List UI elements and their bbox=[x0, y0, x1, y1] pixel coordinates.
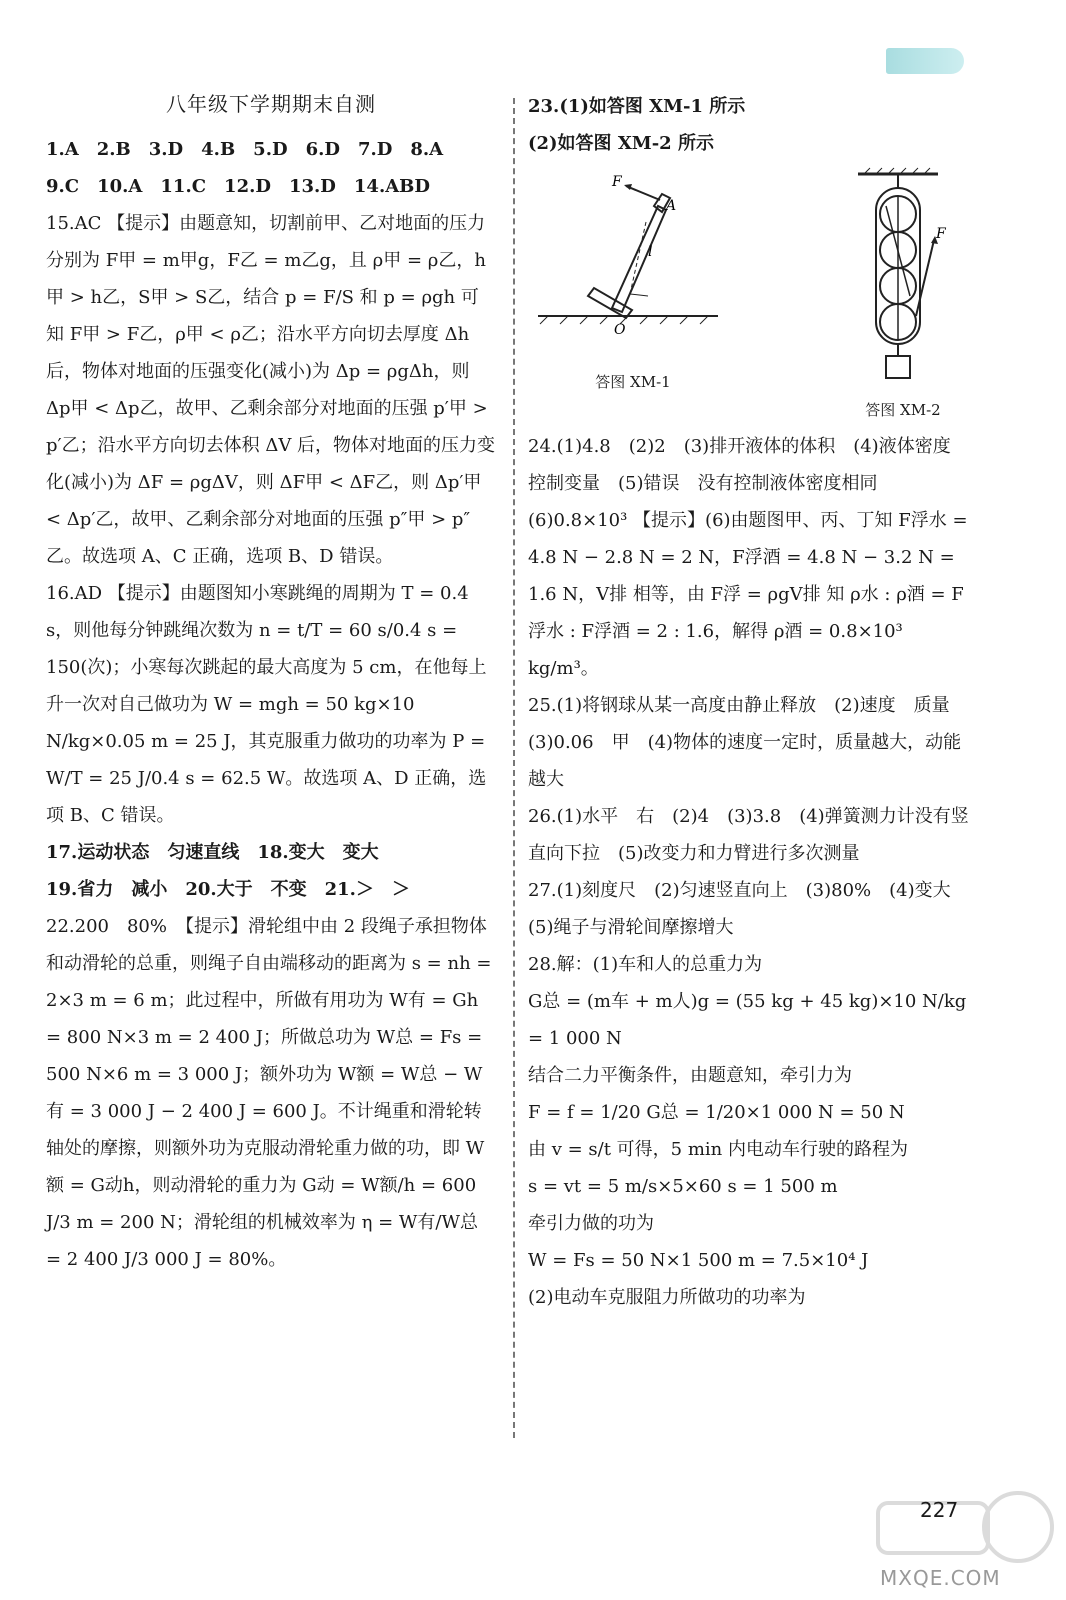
answer-28-work-intro: 牵引力做的功为 bbox=[528, 1213, 654, 1234]
lever-diagram-icon bbox=[528, 166, 738, 362]
answer-28-distance: s = vt = 5 m/s×5×60 s = 1 500 m bbox=[528, 1176, 838, 1197]
answer-23-2: (2)如答图 XM-2 所示 bbox=[528, 133, 714, 154]
answer-27: 27.(1)刻度尺 (2)匀速竖直向上 (3)80% (4)变大 (5)绳子与滑轮间摩擦增大 bbox=[528, 880, 969, 938]
page-number: 227 bbox=[920, 1498, 959, 1522]
left-column bbox=[46, 88, 496, 1278]
fig1-label-l: l bbox=[648, 244, 653, 260]
answer-17-18: 17.运动状态 匀速直线 18.变大 变大 bbox=[46, 842, 379, 863]
watermark-site: MXQE.COM bbox=[880, 1566, 1001, 1590]
figure-row bbox=[528, 166, 978, 420]
answer-24: 24.(1)4.8 (2)2 (3)排开液体的体积 (4)液体密度 控制变量 (5)错误 没有控制液体密度相同 (6)0.8×10³ 【提示】(6)由题图甲、丙、丁知 F浮水 = 4.8 N − 2.8 N = 2 N，F浮酒 = 4.8 N − 3.2 N = 1.6 N，V排 相等，由 F浮 = ρgV排 知 ρ水 : ρ酒 = F浮水 : F浮酒 = 2 : 1.6，解得 ρ酒 = 0.8×10³ kg/m³。 bbox=[528, 436, 969, 679]
fig1-label-f: F bbox=[612, 174, 622, 190]
section-title: 八年级下学期期末自测 bbox=[166, 92, 376, 116]
answer-28-distance-intro: 由 v = s/t 可得，5 min 内电动车行驶的路程为 bbox=[528, 1139, 908, 1160]
answer-line-2: 9.C 10.A 11.C 12.D 13.D 14.ABD bbox=[46, 176, 430, 197]
answer-28-balance: 结合二力平衡条件，由题意知，牵引力为 bbox=[528, 1065, 852, 1086]
answer-28-intro: 28.解：(1)车和人的总重力为 bbox=[528, 954, 763, 975]
answer-19-21: 19.省力 减小 20.大于 不变 21.＞ ＞ bbox=[46, 879, 410, 900]
answer-25: 25.(1)将钢球从某一高度由静止释放 (2)速度 质量 (3)0.06 甲 (4)物体的速度一定时，质量越大，动能越大 bbox=[528, 695, 968, 790]
answer-26: 26.(1)水平 右 (2)4 (3)3.8 (4)弹簧测力计没有竖直向下拉 (5)改变力和力臂进行多次测量 bbox=[528, 806, 969, 864]
figure-xm-1 bbox=[528, 166, 738, 420]
column-divider bbox=[513, 98, 515, 1438]
corner-tab-decoration bbox=[886, 48, 964, 74]
right-column bbox=[528, 88, 978, 1316]
answer-23-1: 23.(1)如答图 XM-1 所示 bbox=[528, 96, 746, 117]
figure-xm-2 bbox=[828, 166, 978, 420]
figure-xm-2-caption: 答图 XM-2 bbox=[865, 401, 941, 419]
fig2-label-f: F bbox=[936, 226, 946, 242]
answer-15: 15.AC 【提示】由题意知，切割前甲、乙对地面的压力分别为 F甲 = m甲g，F乙 = m乙g，且 ρ甲 = ρ乙，h甲 > h乙，S甲 > S乙，结合 p = F/S 和 p = ρgh 可知 F甲 > F乙，ρ甲 < ρ乙；沿水平方向切去厚度 Δh 后，物体对地面的压强变化(减小)为 Δp = ρgΔh，则 Δp甲 < Δp乙，故甲、乙剩余部分对地面的压强 p′甲 > p′乙；沿水平方向切去体积 ΔV 后，物体对地面的压力变化(减小)为 ΔF = ρgΔV，则 ΔF甲 < ΔF乙，则 Δp′甲 < Δp′乙，故甲、乙剩余部分对地面的压强 p″甲 > p″乙。故选项 A、C 正确，选项 B、D 错误。 bbox=[46, 213, 496, 567]
answer-28-gravity: G总 = (m车 + m人)g = (55 kg + 45 kg)×10 N/kg = 1 000 N bbox=[528, 991, 967, 1049]
figure-xm-1-caption: 答图 XM-1 bbox=[595, 373, 671, 391]
answer-16: 16.AD 【提示】由题图知小寒跳绳的周期为 T = 0.4 s，则他每分钟跳绳次数为 n = t/T = 60 s/0.4 s = 150(次)；小寒每次跳起的最大高度为 5 cm，在他每上升一次对自己做功为 W = mgh = 50 kg×10 N/kg×0.05 m = 25 J，其克服重力做功的功率为 P = W/T = 25 J/0.4 s = 62.5 W。故选项 A、D 正确，选项 B、C 错误。 bbox=[46, 583, 487, 826]
answer-28-power-intro: (2)电动车克服阻力所做功的功率为 bbox=[528, 1287, 806, 1308]
fig1-label-a: A bbox=[666, 198, 677, 214]
answer-line-1: 1.A 2.B 3.D 4.B 5.D 6.D 7.D 8.A bbox=[46, 139, 444, 160]
answer-22: 22.200 80% 【提示】滑轮组中由 2 段绳子承担物体和动滑轮的总重，则绳子自由端移动的距离为 s = nh = 2×3 m = 6 m；此过程中，所做有用功为 W有 = Gh = 800 N×3 m = 2 400 J；所做总功为 W总 = Fs = 500 N×6 m = 3 000 J；额外功为 W额 = W总 − W有 = 3 000 J − 2 400 J = 600 J。不计绳重和滑轮转轴处的摩擦，则额外功为克服动滑轮重力做的功，即 W额 = G动h，则动滑轮的重力为 G动 = W额/h = 600 J/3 m = 200 N；滑轮组的机械效率为 η = W有/W总 = 2 400 J/3 000 J = 80%。 bbox=[46, 916, 492, 1270]
fig1-label-o: O bbox=[614, 322, 626, 338]
pulley-diagram-icon bbox=[828, 166, 978, 390]
answer-28-force: F = f = 1/20 G总 = 1/20×1 000 N = 50 N bbox=[528, 1102, 905, 1123]
answer-28-work: W = Fs = 50 N×1 500 m = 7.5×10⁴ J bbox=[528, 1250, 869, 1271]
